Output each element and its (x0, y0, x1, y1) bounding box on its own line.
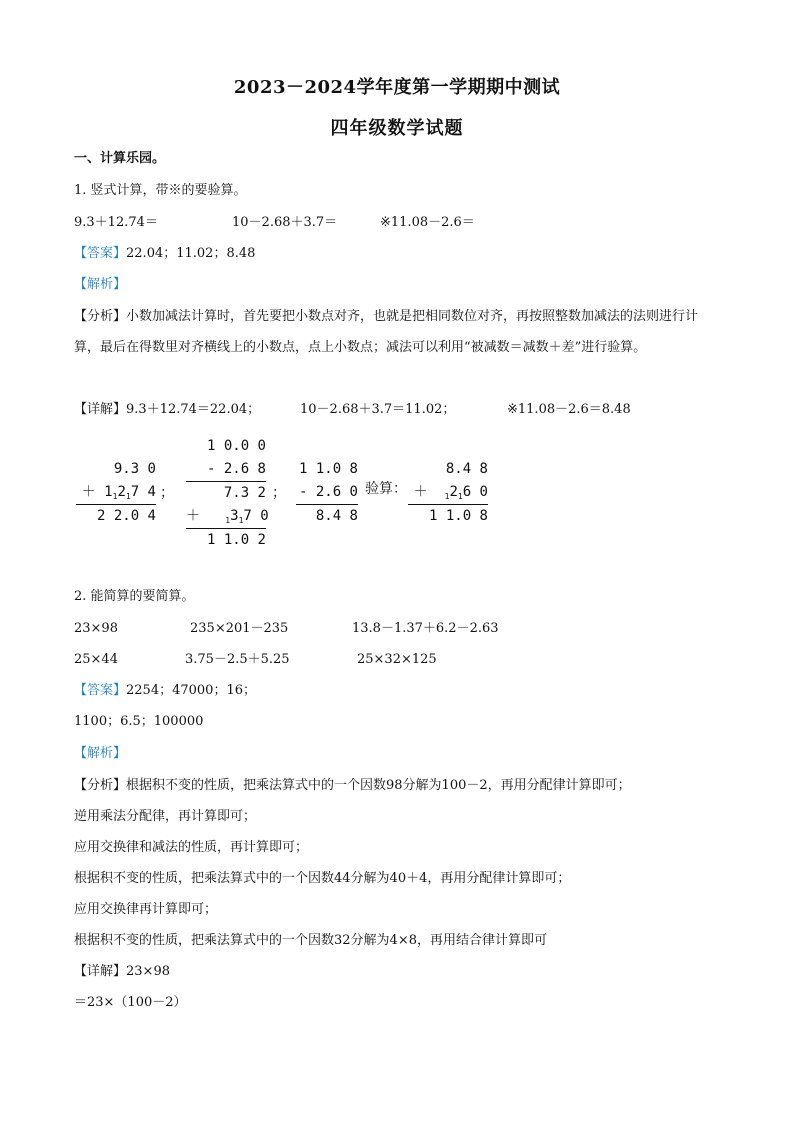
calc-row: 8.4 8 (445, 461, 488, 477)
q2-expr-1: 23×98 (74, 621, 118, 636)
q1-detail-b: 10－2.68＋3.7＝11.02； (300, 402, 456, 417)
calc-row: 1 1.0 8 (298, 461, 358, 477)
calc-row: - 2.6 0 (298, 484, 358, 500)
calc-row: ＋ $_13_17$ 0 (186, 508, 269, 525)
carry-mark: 1 (444, 492, 450, 501)
q2-expr-4: 25×44 (74, 652, 118, 667)
separator: ； (272, 485, 286, 501)
q2-analysis-line2: 逆用乘法分配律，再计算即可； (74, 809, 257, 824)
q2-analysis-tag: 【解析】 (74, 746, 127, 761)
detail-label: 【详解】 (74, 964, 127, 979)
answer-tag: 【答案】 (74, 683, 127, 698)
carry-mark: 1 (238, 516, 244, 525)
q1-prompt: 1. 竖式计算，带※的要验算。 (74, 183, 247, 198)
check-label: 验算： (365, 481, 407, 497)
q2-expr-5: 3.75－2.5＋5.25 (185, 652, 290, 667)
q1-expr-c: ※11.08－2.6＝ (380, 215, 475, 230)
vertical-calc-subtraction (296, 458, 358, 528)
detail-label: 【详解】 (74, 402, 127, 417)
separator: ； (160, 485, 174, 501)
calc-row: ＋ $1_12_17$ 4 (81, 484, 156, 501)
q2-expr-3: 13.8－1.37＋6.2－2.63 (352, 621, 499, 636)
exam-title: 2023－2024学年度第一学期期中测试 (233, 77, 561, 98)
q1-expr-a: 9.3＋12.74＝ (74, 215, 158, 230)
q2-detail-line1: 【详解】23×98 (74, 964, 170, 979)
q2-prompt: 2. 能简算的要简算。 (74, 589, 195, 604)
analysis-label: 【分析】 (74, 309, 127, 324)
vertical-calc-addition (76, 458, 156, 528)
calc-row: ＋ $_12_16$ 0 (413, 484, 488, 501)
exam-subtitle: 四年级数学试题 (330, 118, 464, 139)
vertical-calc-check (408, 458, 488, 528)
q1-detail-c: ※11.08－2.6＝8.48 (507, 402, 631, 417)
q1-expr-b: 10－2.68＋3.7＝ (232, 215, 338, 230)
calc-row: 9.3 0 (113, 461, 156, 477)
q2-expr-6: 25×32×125 (357, 652, 437, 667)
q1-detail-a: 【详解】9.3＋12.74＝22.04； (74, 402, 261, 417)
carry-mark: 1 (112, 492, 118, 501)
q2-expr-2: 235×201－235 (190, 621, 289, 636)
q2-analysis-line6: 根据积不变的性质，把乘法算式中的一个因数32分解为4×8，再用结合律计算即可 (74, 933, 547, 948)
carry-mark: 1 (457, 492, 463, 501)
q2-answer: 【答案】2254；47000；16； (74, 683, 256, 698)
q2-analysis-line1: 【分析】根据积不变的性质，把乘法算式中的一个因数98分解为100－2，再用分配律计算即可； (74, 778, 631, 793)
answer-tag: 【答案】 (74, 246, 127, 261)
calc-result: 8.4 8 (296, 504, 358, 528)
q1-answer (74, 245, 255, 263)
calc-result: 2 2.0 4 (76, 504, 156, 528)
carry-mark: 1 (125, 492, 131, 501)
calc-result: 1 1.0 8 (408, 504, 488, 528)
q2-answer-line2: 1100；6.5；100000 (74, 714, 204, 729)
carry-mark: 1 (225, 516, 231, 525)
q1-answer-text: 22.04；11.02；8.48 (126, 246, 256, 261)
calc-result: 1 1.0 2 (186, 528, 266, 552)
section-heading: 一、计算乐园。 (74, 151, 166, 166)
calc-row: 7.3 2 (186, 481, 266, 505)
q1-analysis-text: 小数加减法计算时，首先要把小数点对齐，也就是把相同数位对齐，再按照整数加减法的法则进行计算，最后在得数里对齐横线上的小数点，点上小数点；减法可以利用“被减数＝减数＋差”进行验算。 (74, 309, 699, 355)
calc-row: - 2.6 8 (206, 461, 266, 477)
q2-analysis-line4: 根据积不变的性质，把乘法算式中的一个因数44分解为40＋4，再用分配律计算即可； (74, 871, 571, 886)
q2-detail-line2: ＝23×（100－2） (74, 995, 187, 1010)
q2-analysis-line3: 应用交换律和减法的性质，再计算即可； (74, 840, 309, 855)
vertical-calc-mixed (186, 435, 269, 552)
q1-analysis (74, 301, 724, 363)
q2-analysis-line5: 应用交换律再计算即可； (74, 902, 218, 917)
analysis-label: 【分析】 (74, 778, 127, 793)
q1-analysis-tag: 【解析】 (74, 277, 127, 292)
calc-row: 1 0.0 0 (206, 438, 266, 454)
